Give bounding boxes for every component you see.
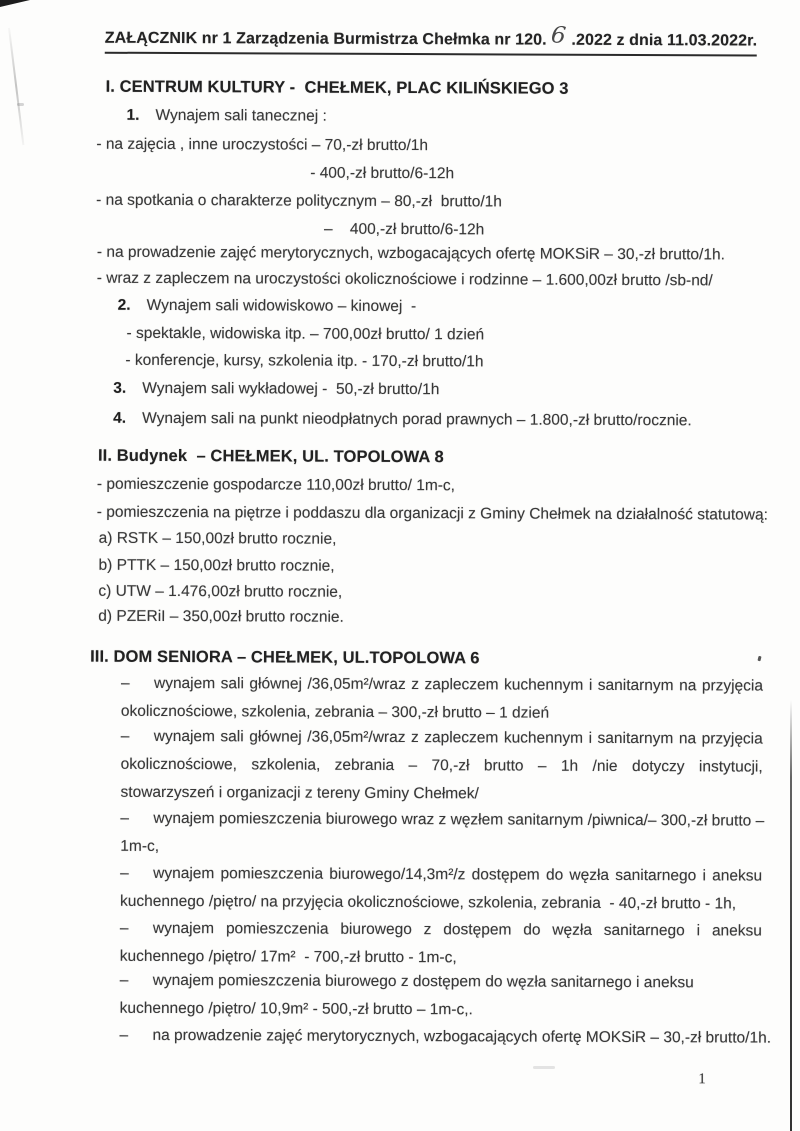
price-line: - na zajęcia , inne uroczystości – 70,-zł brutto/1h [96,135,429,155]
paragraph-text: wynajem sali głównej /36,05m²/wraz z zapleczem kuchennym i sanitarnym na przyjęcia [153,727,763,748]
paragraph-text: wynajem sali głównej /36,05m²/wraz z zapleczem kuchennym i sanitarnym na przyjęcia [153,674,764,695]
paragraph-line: kuchennego /piętro/ 10,9m² - 500,-zł brutto – 1m-c,. [119,999,473,1019]
header-text-before: ZAŁĄCZNIK nr 1 Zarządzenia Burmistrza Chełmka nr 120. [104,29,547,49]
section-2-title: II. Budynek – CHEŁMEK, UL. TOPOLOWA 8 [97,446,444,467]
price-line: - na spotkania o charakterze politycznym – 80,-zł brutto/1h [96,191,502,211]
paragraph-line: okolicznościowe, szkolenia, zebrania – 70,-zł brutto – 1h /nie dotyczy instytucji, [120,755,763,776]
org-price-line: a) RSTK – 150,00zł brutto rocznie, [98,529,337,548]
section-3-item-1 [121,670,763,729]
paragraph-line: kuchennego /piętro/ na przyjęcia okolicznościowe, szkolenia, zebrania - 40,-zł brutto - 1h, [120,892,737,913]
header-text-after: .2022 z dnia 11.03.2022r. [571,31,758,50]
price-line: - pomieszczenie gospodarcze 110,00zł brutto/ 1m-c, [96,475,456,495]
section-1-item-3 [113,379,439,400]
section-3-item-5 [120,915,762,974]
page-number: 1 [698,1071,706,1088]
paragraph-text: wynajem pomieszczenia biurowego z dostępem do węzła sanitarnego i aneksu [152,919,762,940]
section-3-item-7 [119,1022,772,1053]
paragraph-line [120,967,762,998]
handwritten-number: 6 [549,21,568,50]
paragraph-line: stowarzyszeń i organizacji z tereny Gminy Chełmek/ [120,783,479,803]
item-number: 1. [126,106,140,124]
paragraph-line: okolicznościowe, szkolenia, zebrania – 300,-zł brutto – 1 dzień [120,702,550,722]
price-line: - na prowadzenie zajęć merytorycznych, wzbogacających ofertę MOKSiR – 30,-zł brutto/1h. [96,243,725,264]
item-text: Wynajem sali widowiskowo – kinowej - [146,296,417,316]
scan-artifact-speck [17,103,24,106]
section-1-title: I. CENTRUM KULTURY - CHEŁMEK, PLAC KILIŃSKIEGO 3 [105,77,569,98]
dash-marker: – [119,1026,129,1044]
section-1-item-4 [113,409,692,432]
dash-marker: – [120,674,130,692]
section-3-title: III. DOM SENIORA – CHEŁMEK, UL.TOPOLOWA 6 [90,647,480,668]
paragraph-text: wynajem pomieszczenia biurowego wraz z węzłem sanitarnym /piwnica/– 300,-zł brutto – [153,809,765,830]
dash-marker: – [120,864,129,882]
section-3-item-4 [120,860,762,919]
price-line: - wraz z zapleczem na uroczystości okolicznościowe i rodzinne – 1.600,00zł brutto /sb-nd/ [96,269,713,290]
price-line-sub: - spektakle, widowiska itp. – 700,00zł brutto/ 1 dzień [126,324,485,344]
paragraph-line [120,805,765,836]
paragraph-line [121,670,763,701]
paragraph-text: wynajem pomieszczenia biurowego z dostępem do węzła sanitarnego i aneksu [152,971,694,992]
scan-artifact-smudge [533,1066,555,1069]
section-1-item-2 [118,296,417,317]
section-3-item-2 [120,723,762,810]
section-1-item-1 [126,106,326,127]
org-price-line: b) PTTK – 150,00zł brutto rocznie, [98,556,335,575]
paragraph-text: wynajem pomieszczenia biurowego/14,3m²/z dostępem do węzła sanitarnego i aneksu [153,864,763,885]
price-line-sub: - konferencje, kursy, szkolenia itp. - 170,-zł brutto/1h [125,351,484,371]
paragraph-line: kuchennego /piętro/ 17m² - 700,-zł brutto - 1m-c, [119,947,457,967]
dash-marker: – [120,727,130,745]
section-3-item-3 [120,805,765,864]
item-number: 3. [113,379,127,397]
scan-artifact-right-edge-line [790,700,792,1131]
item-text: Wynajem sali tanecznej : [155,106,327,125]
paragraph-line [120,860,762,891]
org-price-line: c) UTW – 1.476,00zł brutto rocznie, [98,582,343,601]
paragraph-line [121,723,763,754]
item-number: 4. [113,409,127,427]
dash-marker: – [120,809,130,827]
paragraph-line [119,1022,772,1053]
dash-marker: – [119,919,129,937]
price-line: - pomieszczenia na piętrze i poddaszu dla organizacji z Gminy Chełmek na działalność statutową: [96,503,768,524]
item-text: Wynajem sali na punkt nieodpłatnych porad prawnych – 1.800,-zł brutto/rocznie. [142,409,692,430]
paragraph-line: 1m-c, [120,837,160,855]
org-price-line: d) PZERiI – 350,00zł brutto rocznie. [98,607,344,626]
item-text: Wynajem sali wykładowej - 50,-zł brutto/1h [142,379,440,399]
price-line-indented: - 400,-zł brutto/6-12h [310,164,455,183]
document-header [104,21,758,57]
paragraph-line [120,915,762,946]
dash-marker: – [119,971,129,989]
scan-artifact-corner-wedge [0,0,30,7]
price-line-indented: – 400,-zł brutto/6-12h [323,220,485,239]
section-3-item-6 [120,967,762,1026]
paragraph-text: na prowadzenie zajęć merytorycznych, wzbogacających ofertę MOKSiR – 30,-zł brutto/1h. [152,1026,772,1047]
item-number: 2. [117,296,131,314]
